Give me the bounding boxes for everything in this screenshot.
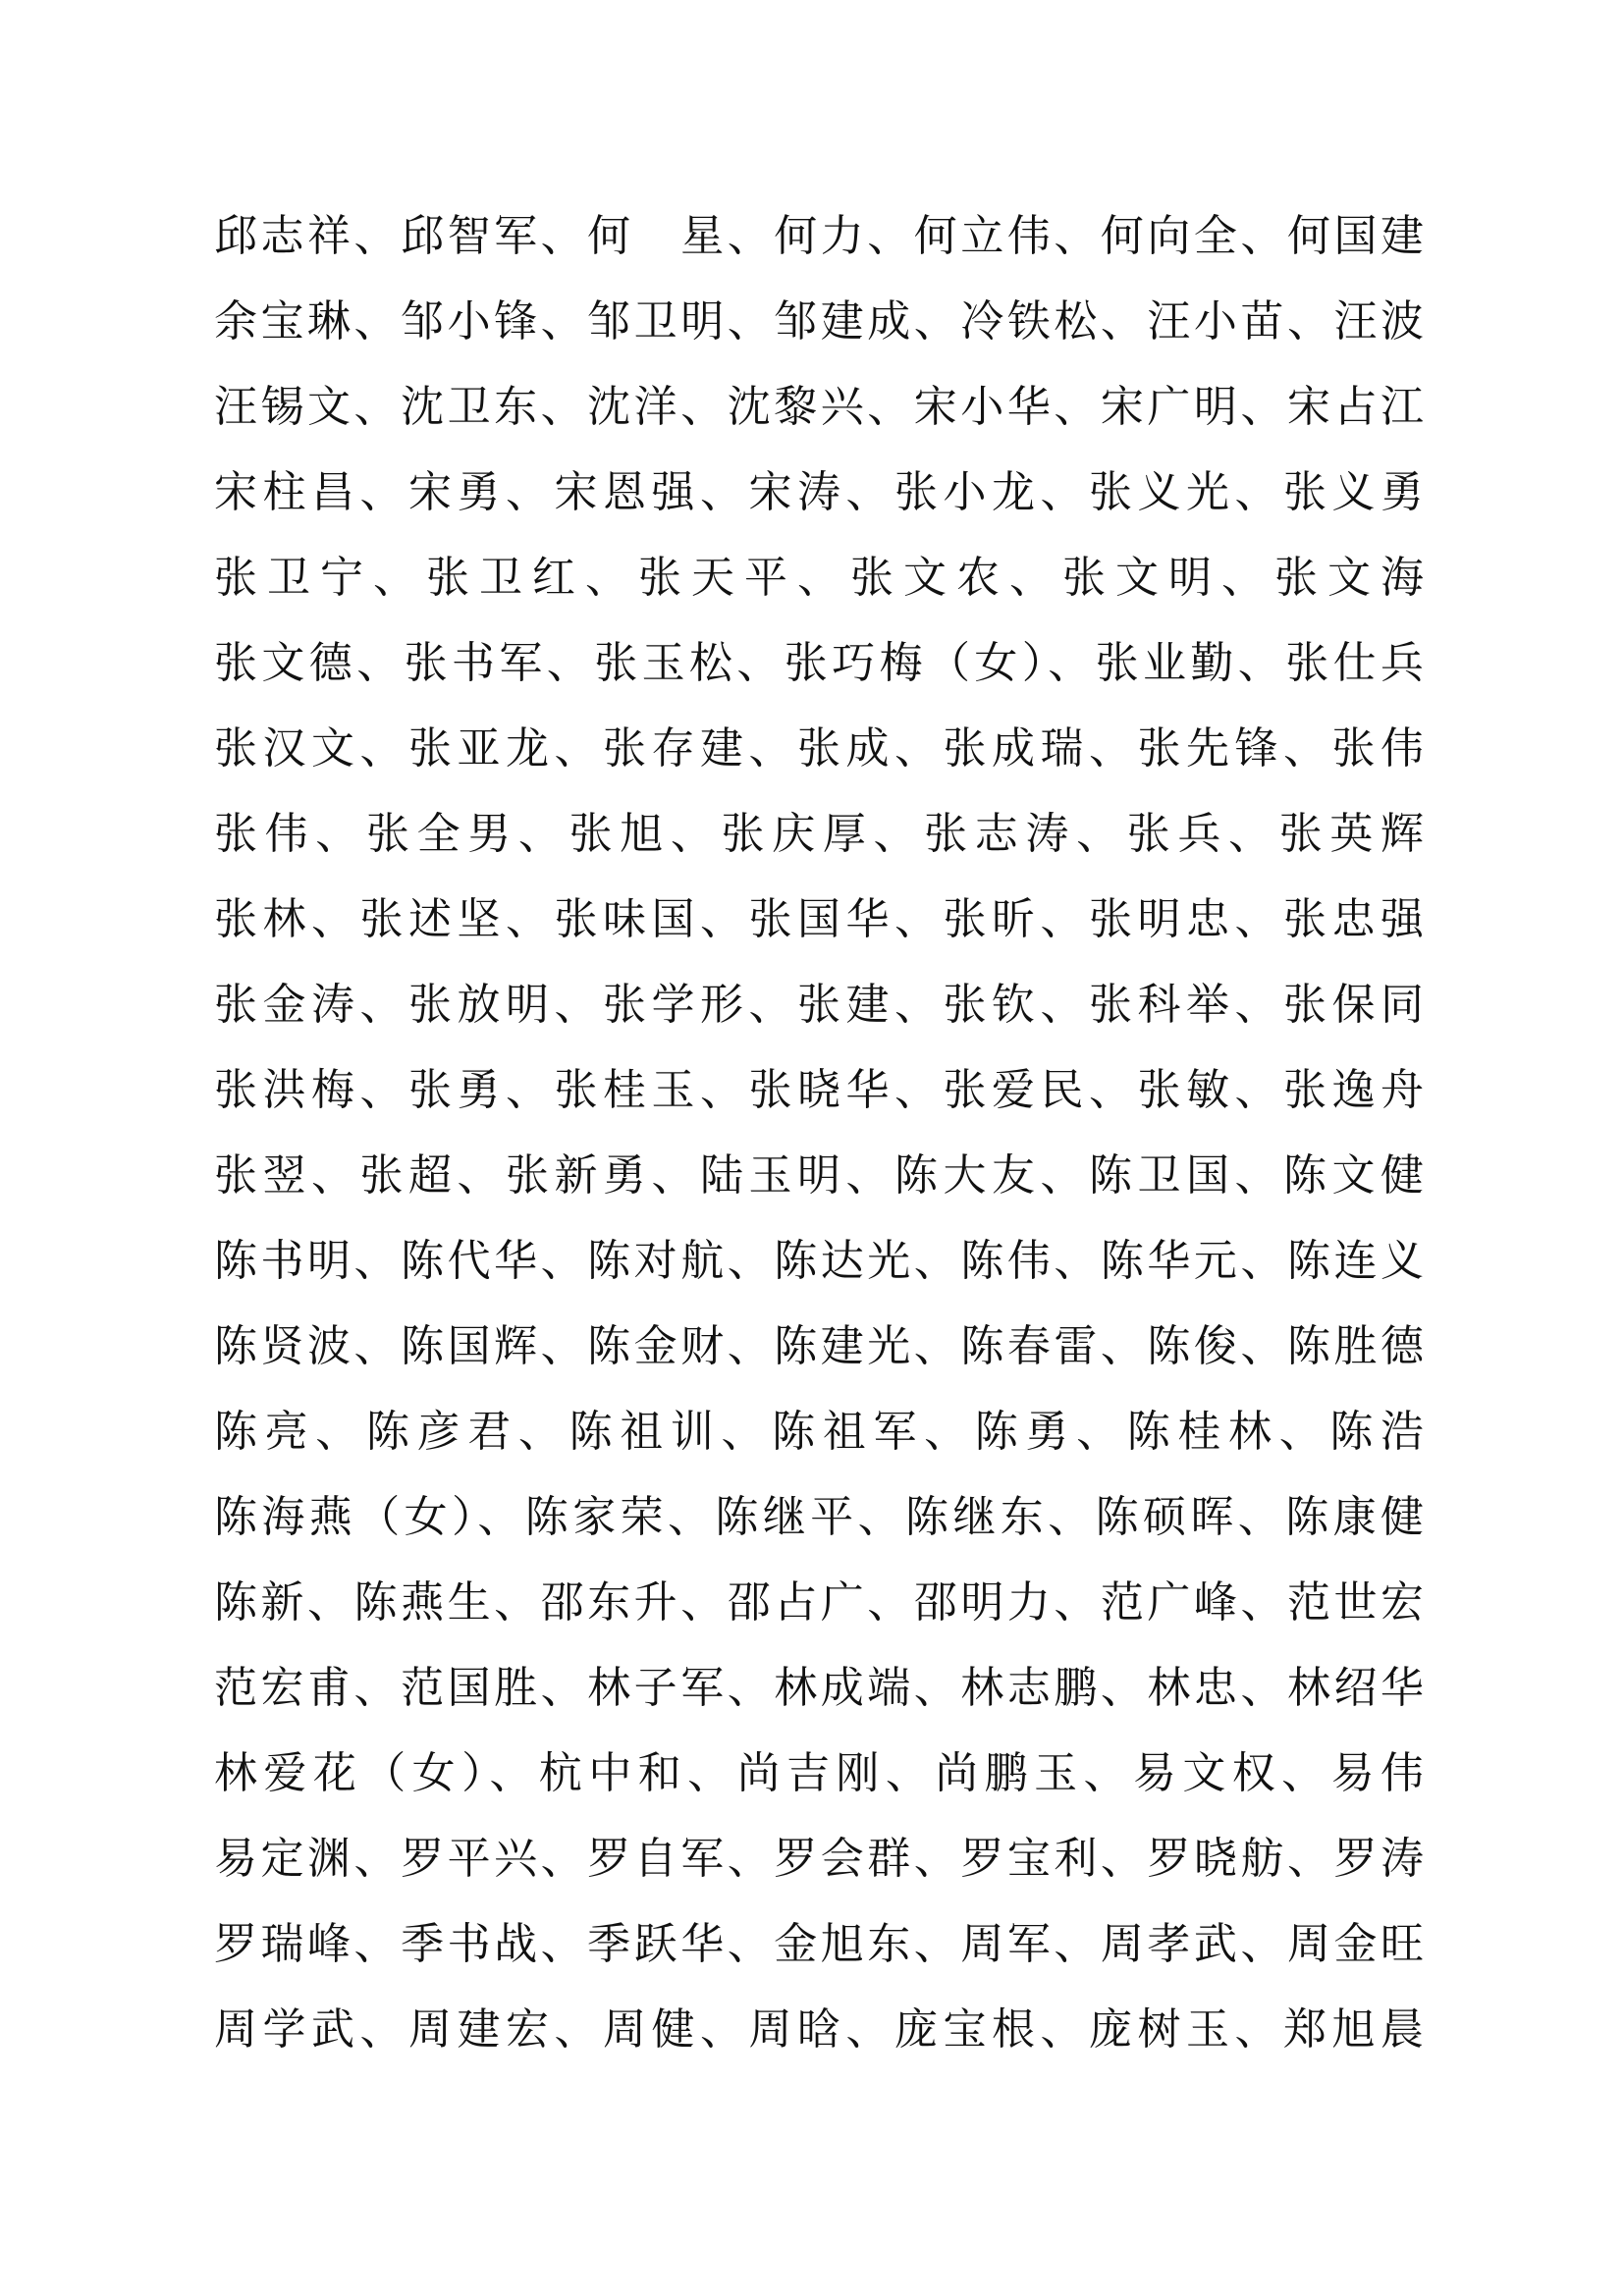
name-list-line: 张翌、张超、张新勇、陆玉明、陈大友、陈卫国、陈文健 (214, 1150, 1424, 1201)
name-list-line: 张洪梅、张勇、张桂玉、张晓华、张爱民、张敏、张逸舟 (214, 1065, 1424, 1115)
name-list-line: 汪锡文、沈卫东、沈洋、沈黎兴、宋小华、宋广明、宋占江 (214, 382, 1424, 432)
name-list-line: 陈海燕（女）、陈家荣、陈继平、陈继东、陈硕晖、陈康健 (214, 1492, 1424, 1542)
name-list-line: 邱志祥、邱智军、何 星、何力、何立伟、何向全、何国建 (214, 211, 1424, 261)
name-list-line: 张文德、张书军、张玉松、张巧梅（女）、张业勤、张仕兵 (214, 638, 1424, 688)
name-list-line: 宋柱昌、宋勇、宋恩强、宋涛、张小龙、张义光、张义勇 (214, 467, 1424, 517)
name-list-line: 张金涛、张放明、张学形、张建、张钦、张科举、张保同 (214, 980, 1424, 1030)
name-list-line: 张卫宁、张卫红、张天平、张文农、张文明、张文海 (214, 553, 1424, 603)
name-list-line: 林爱花（女）、杭中和、尚吉刚、尚鹏玉、易文权、易伟 (214, 1748, 1424, 1798)
name-list-line: 陈新、陈燕生、邵东升、邵占广、邵明力、范广峰、范世宏 (214, 1577, 1424, 1628)
name-list-line: 张林、张述坚、张味国、张国华、张昕、张明忠、张忠强 (214, 894, 1424, 944)
name-list-line: 陈亮、陈彦君、陈祖训、陈祖军、陈勇、陈桂林、陈浩 (214, 1407, 1424, 1457)
name-list-line: 陈贤波、陈国辉、陈金财、陈建光、陈春雷、陈俊、陈胜德 (214, 1321, 1424, 1371)
name-list-line: 余宝琳、邹小锋、邹卫明、邹建成、冷铁松、汪小苗、汪波 (214, 296, 1424, 347)
name-list-line: 范宏甫、范国胜、林子军、林成端、林志鹏、林忠、林绍华 (214, 1663, 1424, 1713)
name-list-line: 张伟、张全男、张旭、张庆厚、张志涛、张兵、张英辉 (214, 809, 1424, 859)
name-list-line: 张汉文、张亚龙、张存建、张成、张成瑞、张先锋、张伟 (214, 723, 1424, 774)
name-list (214, 202, 1424, 2081)
name-list-line: 陈书明、陈代华、陈对航、陈达光、陈伟、陈华元、陈连义 (214, 1236, 1424, 1286)
name-list-line: 罗瑞峰、季书战、季跃华、金旭东、周军、周孝武、周金旺 (214, 1919, 1424, 1969)
name-list-line: 周学武、周建宏、周健、周晗、庞宝根、庞树玉、郑旭晨 (214, 2004, 1424, 2055)
name-list-line: 易定渊、罗平兴、罗自军、罗会群、罗宝利、罗晓舫、罗涛 (214, 1834, 1424, 1884)
